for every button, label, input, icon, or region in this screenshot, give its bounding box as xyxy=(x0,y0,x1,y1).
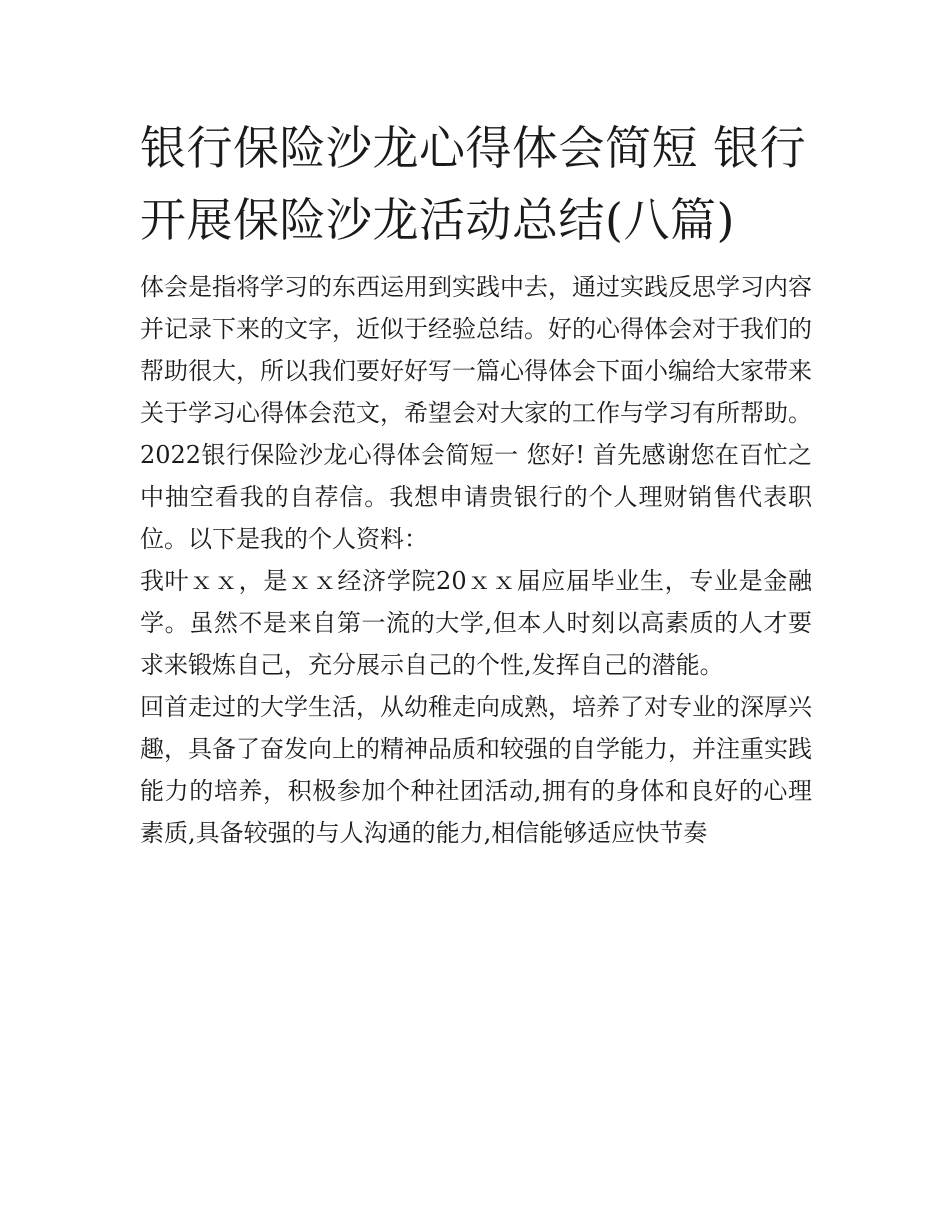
cover-letter-opening-paragraph: 2022银行保险沙龙心得体会简短一 您好! 首先感谢您在百忙之中抽空看我的自荐信。我想申请贵银行的个人理财销售代表职位。以下是我的个人资料： xyxy=(140,441,812,553)
university-life-paragraph: 回首走过的大学生活，从幼稚走向成熟，培养了对专业的深厚兴趣，具备了奋发向上的精神品质和较强的自学能力，并注重实践能力的培养，积极参加个种社团活动,拥有的身体和良好的心理素质,具备较强的与人沟通的能力,相信能够适应快节奏 xyxy=(140,693,812,847)
self-introduction-paragraph: 我叶ｘｘ，是ｘｘ经济学院20ｘｘ届应届毕业生，专业是金融学。虽然不是来自第一流的大学,但本人时刻以高素质的人才要求来锻炼自己，充分展示自己的个性,发挥自己的潜能。 xyxy=(140,567,812,679)
intro-paragraph: 体会是指将学习的东西运用到实践中去，通过实践反思学习内容并记录下来的文字，近似于经验总结。好的心得体会对于我们的帮助很大，所以我们要好好写一篇心得体会下面小编给大家带来关于学习心得体会范文，希望会对大家的工作与学习有所帮助。 xyxy=(140,273,812,427)
document-title: 银行保险沙龙心得体会简短 银行开展保险沙龙活动总结(八篇) xyxy=(140,121,807,247)
document-content xyxy=(140,112,812,854)
